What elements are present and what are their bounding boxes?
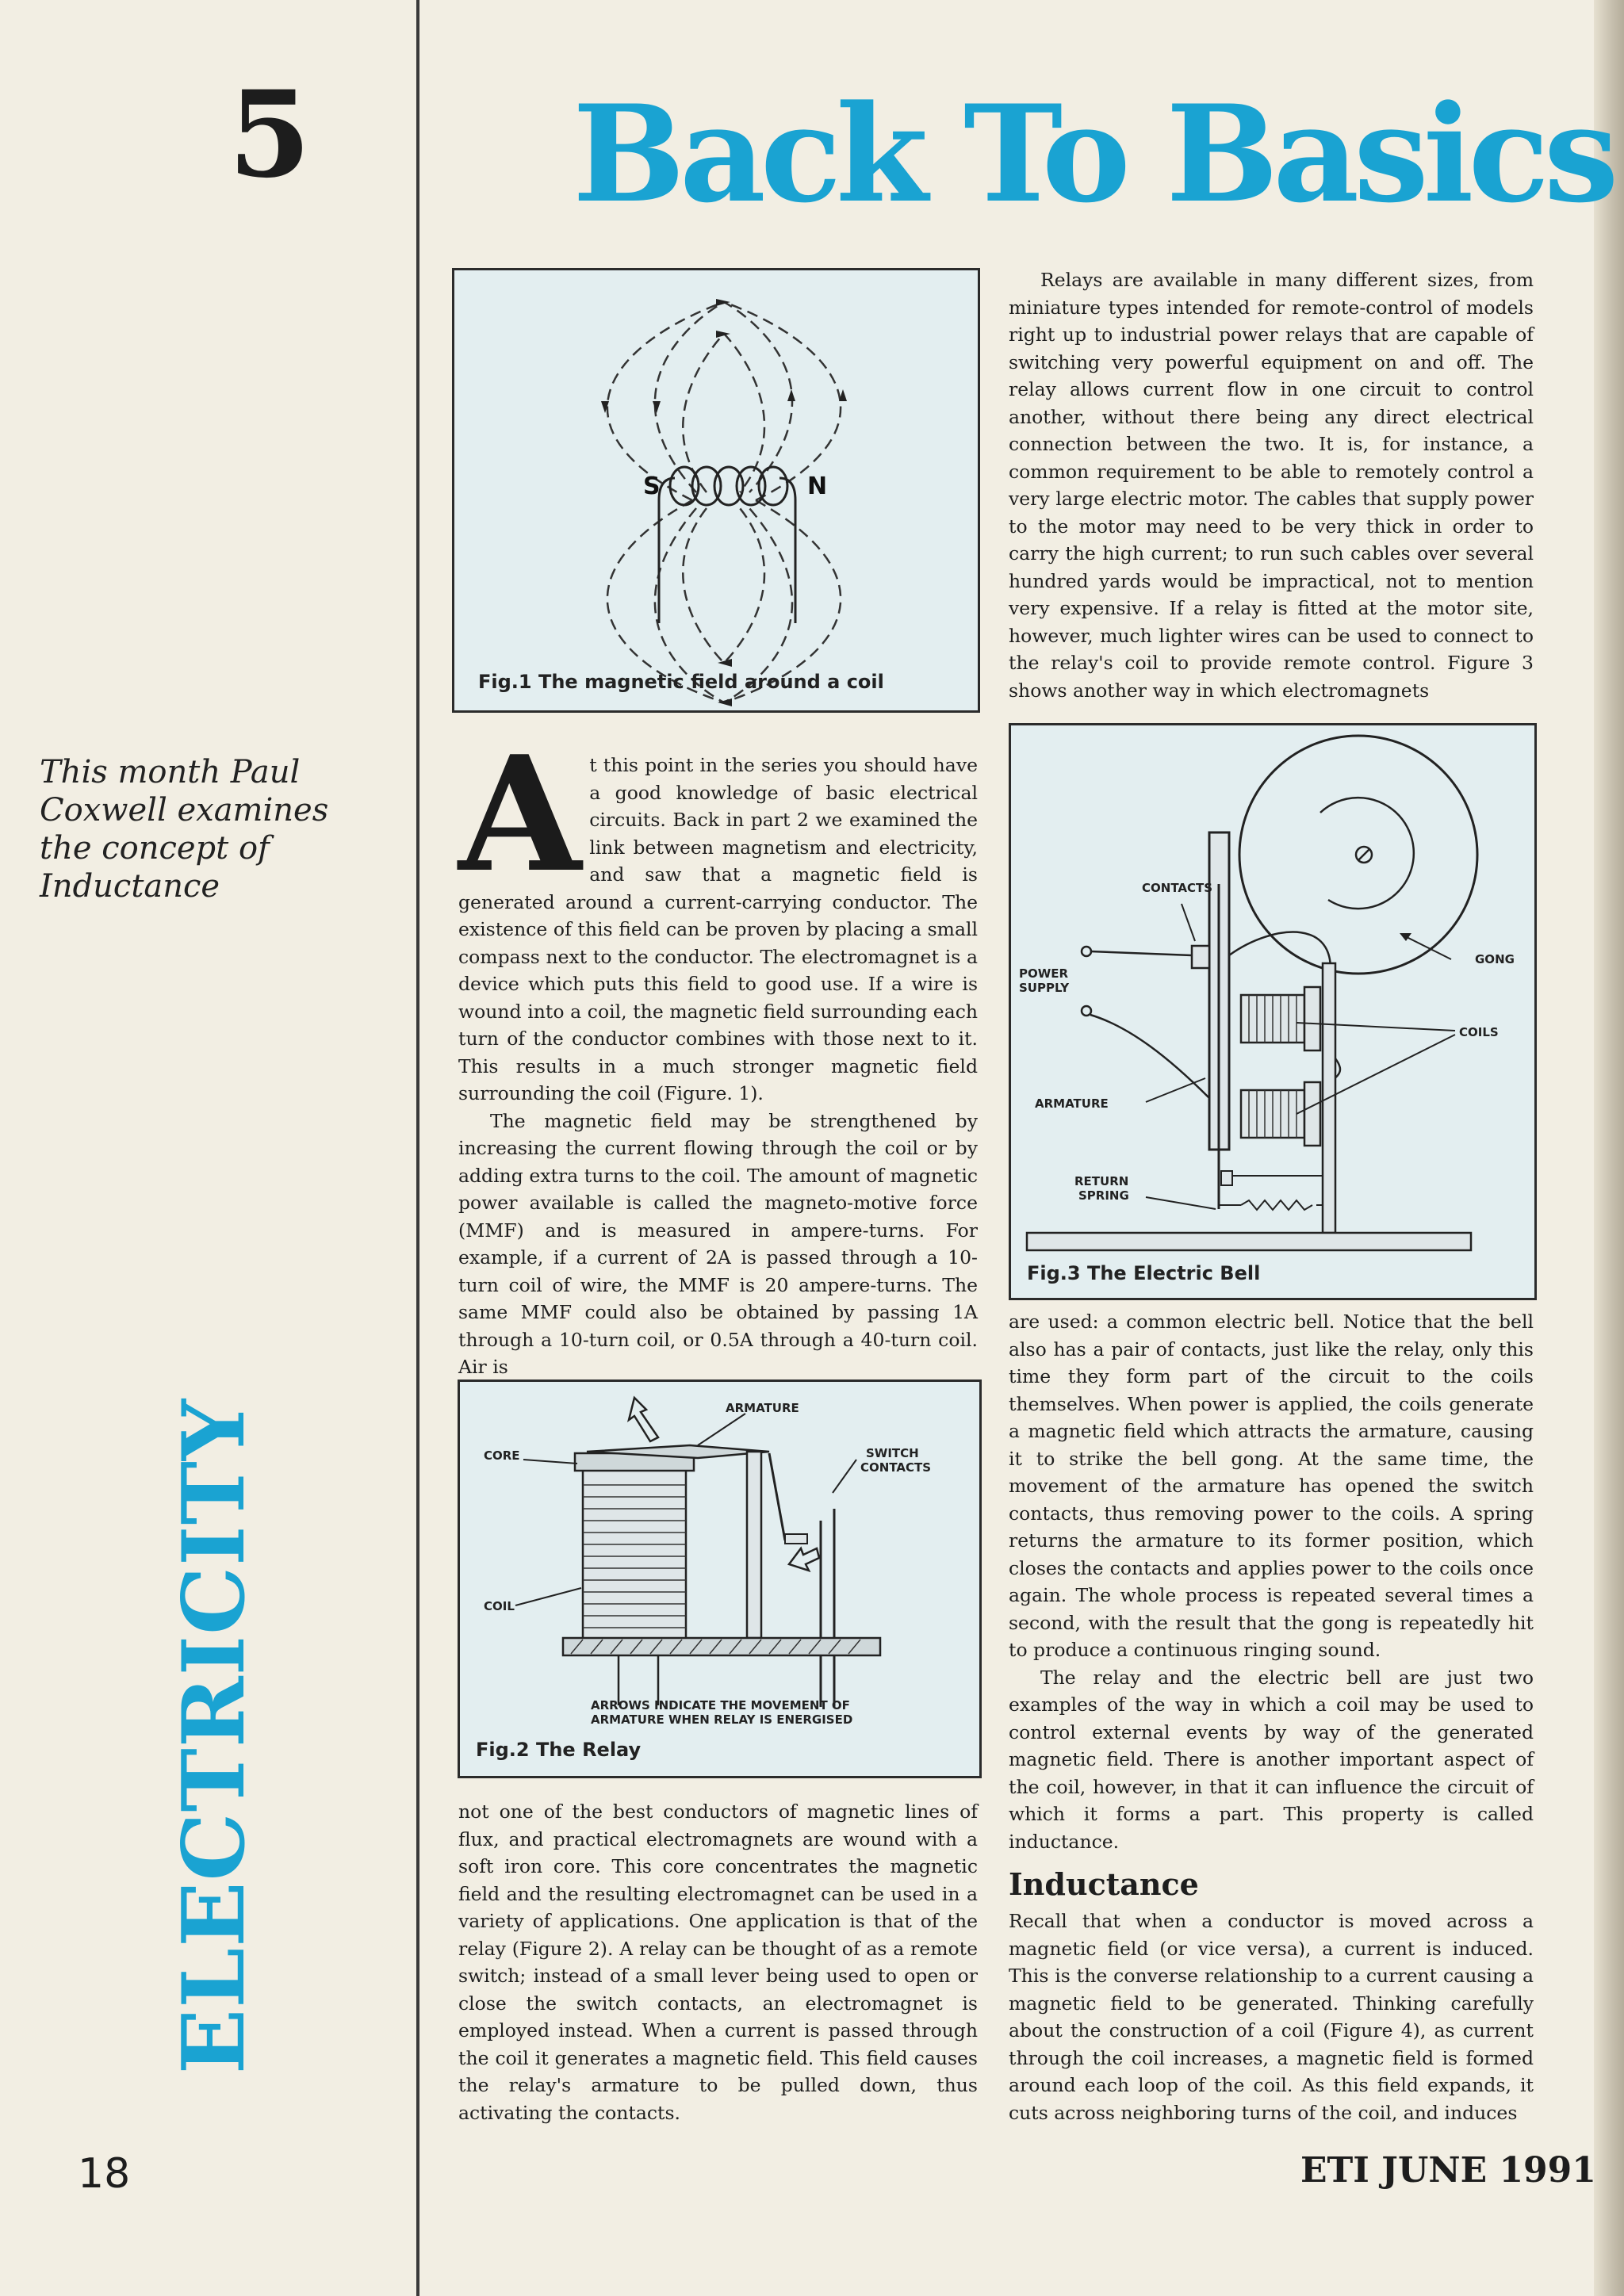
paragraph: The relay and the electric bell are just two examples of the way in which a coil may be used to control external events by way of the generated magnetic field. There is another important aspect of the coil, however, in that it can influence the circuit of which it forms a part. This property is called inductance.	[1009, 1666, 1534, 1853]
electric-bell-diagram	[1011, 725, 1534, 1298]
fig1-caption: Fig.1 The magnetic field around a coil	[478, 671, 884, 693]
relay-diagram	[460, 1382, 979, 1776]
column-rule	[416, 0, 419, 2296]
section-heading: Inductance	[1009, 1866, 1199, 1902]
fig3-gong-label: GONG	[1475, 952, 1515, 966]
fig3-armature-label: ARMATURE	[1035, 1096, 1109, 1111]
article-column-left-bottom	[458, 1798, 978, 2126]
fig3-return-label: RETURN	[1074, 1174, 1129, 1188]
fig2-switch-label: SWITCH	[866, 1446, 919, 1460]
fig2-note-line1: ARROWS INDICATE THE MOVEMENT OF	[591, 1698, 850, 1712]
fig2-coil-label: COIL	[484, 1599, 515, 1613]
figure-2	[458, 1380, 982, 1778]
fig3-coils-label: COILS	[1459, 1025, 1499, 1039]
article-column-right-bottom	[1009, 1308, 1534, 2126]
south-pole-label: S	[643, 473, 661, 500]
fig2-armature-label: ARMATURE	[726, 1401, 799, 1415]
article-column-right-top	[1009, 266, 1534, 704]
fig3-caption: Fig.3 The Electric Bell	[1027, 1262, 1261, 1284]
north-pole-label: N	[807, 473, 828, 500]
figure-1	[452, 268, 980, 713]
standfirst: This month Paul Coxwell examines the concept of Inductance	[40, 754, 329, 905]
paragraph: are used: a common electric bell. Notice that the bell also has a pair of contacts, just like the relay, only this time they form part of the circuit to the coils themselves. When power is applied, the coils generate a magnetic field which attracts the armature, causing it to strike the bell gong. At the same time, the movement of the armature has opened the switch contacts, thus removing power to the coils. A spring returns the armature to its former position, which closes the contacts and applies power to the coils once again. The whole process is repeated several times a second, with the result that the gong is repeatedly hit to produce a continuous ringing sound.	[1009, 1311, 1534, 1661]
series-number: 5	[228, 65, 312, 205]
fig2-caption: Fig.2 The Relay	[476, 1739, 642, 1761]
issue-footer: ETI JUNE 1991	[1300, 2150, 1596, 2191]
paragraph: At this point in the series you should have a good knowledge of basic electrical circuits. Back in part 2 we examined the link between magnetism and electricity, and saw that a magnetic field is generated around a current-carrying conductor. The existence of this field can be proven by placing a small compass next to the conductor. The electromagnet is a device which puts this field to good use. If a wire is wound into a coil, the magnetic field surrounding each turn of the conductor combines with those next to it. This results in a much stronger magnetic field surrounding the coil (Figure. 1).	[458, 721, 978, 1104]
figure-3	[1009, 723, 1537, 1300]
fig3-power-label: POWER	[1019, 966, 1069, 981]
page-title: Back To Basics	[573, 75, 1614, 232]
paragraph: Recall that when a conductor is moved across a magnetic field (or vice versa), a current is induced. This is the converse relationship to a current causing a magnetic field to be generated. Thinking carefully about the construction of a coil (Figure 4), as current through the coil increases, a magnetic field is formed around each loop of the coil. As this field expands, it cuts across neighboring turns of the coil, and induces	[1009, 1910, 1534, 2124]
paragraph: The magnetic field may be strengthened by increasing the current flowing through the coil or by adding extra turns to the coil. The amount of magnetic power available is called the magneto-motive force (MMF) and is measured in ampere-turns. For example, if a current of 2A is passed through a 10-turn coil of wire, the MMF is 20 ampere-turns. The same MMF could also be obtained by passing 1A through a 10-turn coil, or 0.5A through a 40-turn coil. Air is	[458, 1109, 978, 1378]
fig2-core-label: CORE	[484, 1448, 520, 1463]
fig3-supply-label: SUPPLY	[1019, 981, 1070, 995]
fig2-note-line2: ARMATURE WHEN RELAY IS ENERGISED	[591, 1712, 853, 1727]
article-column-left-top	[458, 721, 978, 1381]
paragraph: not one of the best conductors of magnetic lines of flux, and practical electromagnets are wound with a soft iron core. This core concentrates the magnetic field and the resulting electromagnet can be used in a variety of applications. One application is that of the relay (Figure 2). A relay can be thought of as a remote switch; instead of a small lever being used to open or close the switch contacts, an electromagnet is employed instead. When a current is passed through the coil it generates a magnetic field. This field causes the relay's armature to be pulled down, thus activating the contacts.	[458, 1800, 978, 2124]
page-edge-shadow	[1594, 0, 1624, 2296]
fig2-contacts-label: CONTACTS	[860, 1460, 932, 1475]
page-number: 18	[78, 2150, 131, 2198]
section-label: ELECTRICITY	[164, 1398, 264, 2075]
magnetic-field-diagram	[454, 270, 978, 710]
fig3-spring-label: SPRING	[1078, 1188, 1129, 1203]
fig3-contacts-label: CONTACTS	[1142, 881, 1213, 895]
paragraph: Relays are available in many different sizes, from miniature types intended for remote-control of models right up to industrial power relays that are capable of switching very powerful equipment on and off. The relay allows current flow in one circuit to control another, without there being any direct electrical connection between the two. It is, for instance, a common requirement to be able to remotely control a very large electric motor. The cables that supply power to the motor may need to be very thick in order to carry the high current; to run such cables over several hundred yards would be impractical, not to mention very expensive. If a relay is fitted at the motor site, however, much lighter wires can be used to connect to the relay's coil to provide remote control. Figure 3 shows another way in which electromagnets	[1009, 269, 1534, 702]
